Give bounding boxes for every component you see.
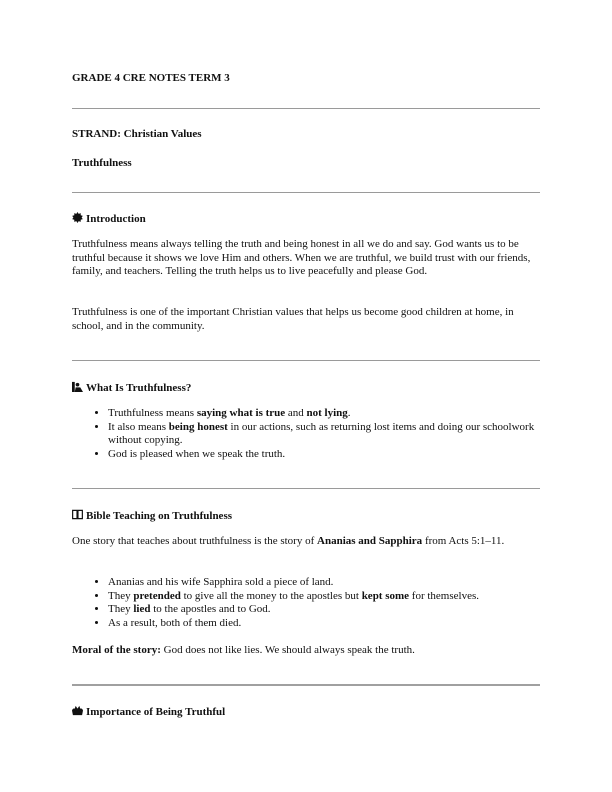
child-learning-icon bbox=[72, 381, 83, 392]
divider bbox=[72, 360, 540, 361]
document-title: GRADE 4 CRE NOTES TERM 3 bbox=[72, 72, 230, 84]
heading-text: Introduction bbox=[86, 213, 146, 225]
list-item: • Truthfulness means saying what is true and not lying. bbox=[108, 407, 542, 421]
list-item: • Ananias and his wife Sapphira sold a piece of land. bbox=[108, 576, 542, 590]
moral-of-story: Moral of the story: God does not like lies. We should always speak the truth. bbox=[72, 644, 415, 656]
list-item: • They pretended to give all the money to the apostles but kept some for themselves. bbox=[108, 590, 542, 604]
list-item: • They lied to the apostles and to God. bbox=[108, 603, 542, 617]
divider bbox=[72, 488, 540, 489]
section-heading-introduction bbox=[72, 212, 542, 227]
badge-icon bbox=[72, 212, 83, 223]
topic-title: Truthfulness bbox=[72, 157, 132, 169]
heading-text: Bible Teaching on Truthfulness bbox=[86, 510, 233, 522]
bible-list bbox=[72, 576, 542, 631]
what-list bbox=[72, 407, 542, 462]
intro-paragraph-1: Truthfulness means always telling the truth and being honest in all we do and say. God wants us to be truthful because it shows we love Him and others. When we are truthful, we build trust with our friends, family, and teachers. Telling the truth helps us to live peacefully and please God. bbox=[72, 238, 531, 278]
section-heading-what-is bbox=[72, 381, 542, 396]
hands-icon bbox=[72, 705, 83, 716]
heading-text: What Is Truthfulness? bbox=[86, 382, 192, 394]
section-heading-importance bbox=[72, 705, 542, 720]
list-item: • It also means being honest in our actions, such as returning lost items and doing our schoolwork without copying. bbox=[108, 421, 542, 448]
intro-paragraph-2: Truthfulness is one of the important Christian values that helps us become good children at home, in school, and in the community. bbox=[72, 306, 514, 332]
divider bbox=[72, 192, 540, 193]
heading-text: Importance of Being Truthful bbox=[86, 706, 226, 718]
bible-paragraph: One story that teaches about truthfulness is the story of Ananias and Sapphira from Acts 5:1–11. bbox=[72, 535, 505, 547]
list-item: • God is pleased when we speak the truth. bbox=[108, 448, 542, 462]
open-book-icon bbox=[72, 509, 83, 520]
divider bbox=[72, 684, 540, 686]
section-heading-bible bbox=[72, 509, 542, 524]
divider bbox=[72, 108, 540, 109]
list-item: • As a result, both of them died. bbox=[108, 617, 542, 631]
strand-label: STRAND: Christian Values bbox=[72, 128, 202, 140]
